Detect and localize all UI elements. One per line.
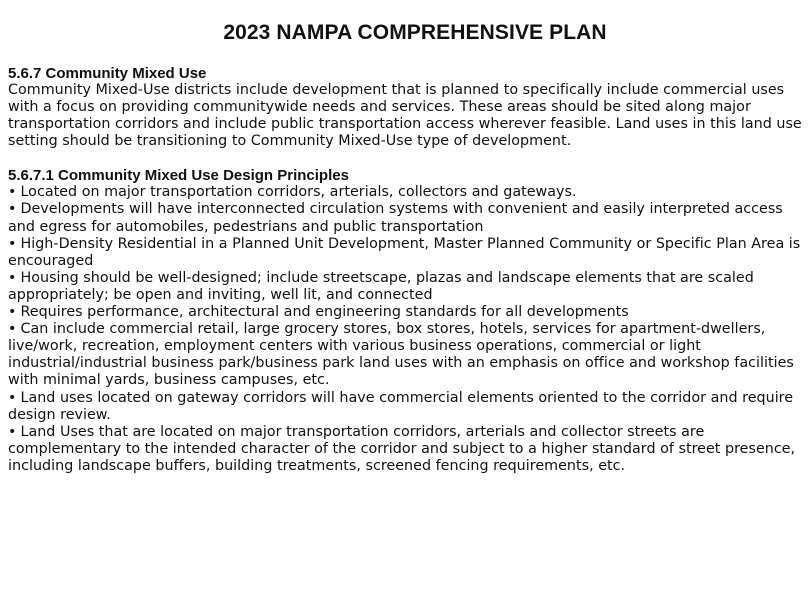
- list-item-text: Requires performance, architectural and engineering standards for all developments: [20, 304, 629, 321]
- section-community-mixed-use: [8, 65, 802, 150]
- list-item: [8, 270, 802, 304]
- design-principles-list: [8, 184, 802, 475]
- bullet-icon: •: [8, 269, 17, 286]
- list-item-text: Land Uses that are located on major transportation corridors, arterials and collector streets are complementary to the intended character of the corridor and subject to a higher standard of street presence, including landscape buffers, building treatments, screened fencing requirements, etc.: [8, 423, 796, 474]
- list-item: [8, 321, 802, 389]
- bullet-icon: •: [8, 389, 17, 406]
- document-title: 2023 NAMPA COMPREHENSIVE PLAN: [223, 21, 607, 44]
- section-paragraph: Community Mixed-Use districts include development that is planned to specifically include commercial uses with a focus on providing communitywide needs and services. These areas should be sited along major transportation corridors and include public transportation access wherever feasible. Land uses in this land use setting should be transitioning to Community Mixed-Use type of development.: [8, 82, 802, 150]
- bullet-icon: •: [8, 235, 17, 252]
- list-item-text: Can include commercial retail, large grocery stores, box stores, hotels, services for apartment-dwellers, live/work, recreation, employment centers with various business operations, commercial or light industrial/industrial business park/business park land uses with an emphasis on office and workshop facilities with minimal yards, business campuses, etc.: [8, 321, 794, 389]
- list-item-text: Located on major transportation corridors, arterials, collectors and gateways.: [20, 184, 577, 201]
- list-item: [8, 236, 802, 270]
- list-item: [8, 184, 802, 201]
- bullet-icon: •: [8, 184, 17, 201]
- section-design-principles: [8, 167, 802, 475]
- list-item: [8, 424, 802, 475]
- bullet-icon: •: [8, 201, 17, 218]
- list-item-text: Developments will have interconnected circulation systems with convenient and easily interpreted access and egress for automobiles, pedestrians and public transportation: [8, 201, 783, 235]
- list-item: [8, 304, 802, 321]
- section-heading: 5.6.7.1 Community Mixed Use Design Principles: [8, 167, 349, 185]
- list-item-text: Housing should be well-designed; include streetscape, plazas and landscape elements that are scaled appropriately; be open and inviting, well lit, and connected: [8, 269, 754, 303]
- bullet-icon: •: [8, 304, 17, 321]
- bullet-icon: •: [8, 423, 17, 440]
- list-item-text: High-Density Residential in a Planned Unit Development, Master Planned Community or Specific Plan Area is encouraged: [8, 235, 801, 269]
- list-item-text: Land uses located on gateway corridors will have commercial elements oriented to the corridor and require design review.: [8, 389, 794, 423]
- section-heading: 5.6.7 Community Mixed Use: [8, 65, 207, 82]
- list-item: [8, 390, 802, 424]
- bullet-icon: •: [8, 321, 17, 338]
- list-item: [8, 201, 802, 235]
